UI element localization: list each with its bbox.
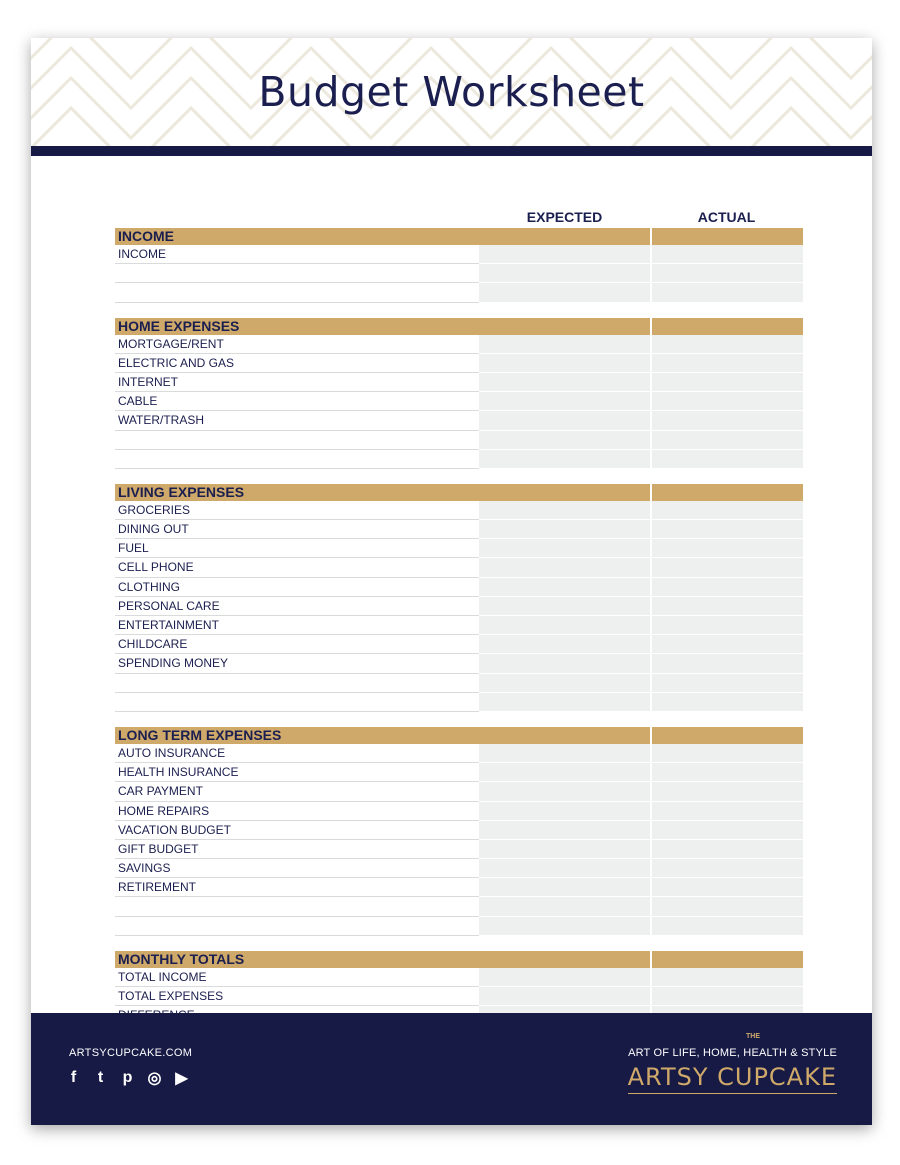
actual-cell[interactable] xyxy=(652,674,803,693)
table-row xyxy=(115,520,803,539)
site-url[interactable]: ARTSYCUPCAKE.COM xyxy=(69,1047,193,1059)
header-divider xyxy=(31,146,872,156)
table-row xyxy=(115,392,803,411)
table-row xyxy=(115,821,803,840)
brand-logo: ARTSY CUPCAKE xyxy=(628,1063,837,1094)
actual-header: ACTUAL xyxy=(697,209,756,225)
expected-cell[interactable] xyxy=(479,635,650,654)
pinterest-icon[interactable]: p xyxy=(122,1069,133,1086)
row-rule xyxy=(115,302,479,303)
actual-cell[interactable] xyxy=(652,968,803,987)
row-label: GROCERIES xyxy=(118,502,191,517)
row-label: RETIREMENT xyxy=(118,880,196,895)
table-row xyxy=(115,373,803,392)
expected-cell[interactable] xyxy=(479,539,650,558)
expected-cell[interactable] xyxy=(479,450,650,469)
section-gap xyxy=(115,469,803,484)
column-separator xyxy=(650,484,652,501)
table-row xyxy=(115,245,803,264)
table-row xyxy=(115,917,803,936)
section-title: INCOME xyxy=(118,228,174,244)
row-label: ENTERTAINMENT xyxy=(118,618,219,632)
row-label: INCOME xyxy=(118,247,166,261)
header xyxy=(31,38,872,146)
actual-cell[interactable] xyxy=(652,802,803,821)
row-label: HOME REPAIRS xyxy=(118,803,210,818)
section-header xyxy=(115,318,803,335)
row-label: CABLE xyxy=(118,394,158,409)
table-row xyxy=(115,539,803,558)
expected-cell[interactable] xyxy=(479,245,650,264)
table-row xyxy=(115,897,803,916)
brand-tagline: ART OF LIFE, HOME, HEALTH & STYLE xyxy=(628,1047,837,1059)
table-row xyxy=(115,283,803,302)
actual-cell[interactable] xyxy=(652,597,803,616)
actual-cell[interactable] xyxy=(652,335,803,354)
column-separator xyxy=(650,318,652,335)
table-row xyxy=(115,578,803,597)
row-label: AUTO INSURANCE xyxy=(118,745,226,760)
actual-cell[interactable] xyxy=(652,917,803,936)
section-title: MONTHLY TOTALS xyxy=(118,950,245,967)
expected-cell[interactable] xyxy=(479,283,650,302)
expected-cell[interactable] xyxy=(479,802,650,821)
actual-cell[interactable] xyxy=(652,744,803,763)
actual-cell[interactable] xyxy=(652,654,803,673)
social-links xyxy=(63,1068,192,1088)
worksheet-page xyxy=(31,38,872,1125)
section-gap xyxy=(115,303,803,318)
twitter-icon[interactable]: t xyxy=(97,1069,104,1086)
budget-table xyxy=(115,206,803,1025)
expected-cell[interactable] xyxy=(479,578,650,597)
page-title: Budget Worksheet xyxy=(258,68,645,116)
sections xyxy=(115,228,803,1025)
actual-cell[interactable] xyxy=(652,373,803,392)
actual-cell[interactable] xyxy=(652,821,803,840)
expected-cell[interactable] xyxy=(479,558,650,577)
actual-cell[interactable] xyxy=(652,539,803,558)
actual-cell[interactable] xyxy=(652,693,803,712)
actual-cell[interactable] xyxy=(652,616,803,635)
actual-cell[interactable] xyxy=(652,520,803,539)
row-label: TOTAL INCOME xyxy=(118,969,207,984)
row-label: CAR PAYMENT xyxy=(118,784,203,799)
actual-cell[interactable] xyxy=(652,264,803,283)
table-row xyxy=(115,354,803,373)
expected-cell[interactable] xyxy=(479,878,650,897)
table-row xyxy=(115,411,803,430)
youtube-icon[interactable]: ▶ xyxy=(175,1070,188,1087)
section-header xyxy=(115,951,803,968)
expected-cell[interactable] xyxy=(479,335,650,354)
row-rule xyxy=(115,468,479,469)
table-row xyxy=(115,693,803,712)
actual-cell[interactable] xyxy=(652,578,803,597)
expected-cell[interactable] xyxy=(479,392,650,411)
actual-cell[interactable] xyxy=(652,431,803,450)
expected-header: EXPECTED xyxy=(526,209,603,225)
table-row xyxy=(115,744,803,763)
table-row xyxy=(115,264,803,283)
expected-cell[interactable] xyxy=(479,821,650,840)
expected-cell[interactable] xyxy=(479,897,650,916)
row-rule xyxy=(115,711,479,712)
table-row xyxy=(115,558,803,577)
expected-cell[interactable] xyxy=(479,501,650,520)
row-label: WATER/TRASH xyxy=(118,413,204,428)
table-row xyxy=(115,968,803,987)
row-label: DINING OUT xyxy=(118,522,189,537)
actual-cell[interactable] xyxy=(652,245,803,264)
row-label: GIFT BUDGET xyxy=(118,841,199,856)
row-label: CHILDCARE xyxy=(118,637,188,652)
table-row xyxy=(115,763,803,782)
row-label: FUEL xyxy=(118,541,149,556)
actual-cell[interactable] xyxy=(652,878,803,897)
actual-cell[interactable] xyxy=(652,450,803,469)
instagram-icon[interactable]: ◎ xyxy=(147,1070,162,1087)
expected-cell[interactable] xyxy=(479,782,650,801)
expected-cell[interactable] xyxy=(479,987,650,1006)
column-separator xyxy=(650,228,652,245)
actual-cell[interactable] xyxy=(652,501,803,520)
expected-cell[interactable] xyxy=(479,354,650,373)
expected-cell[interactable] xyxy=(479,840,650,859)
expected-cell[interactable] xyxy=(479,859,650,878)
facebook-icon[interactable]: f xyxy=(70,1069,77,1086)
expected-cell[interactable] xyxy=(479,693,650,712)
row-label: MORTGAGE/RENT xyxy=(118,336,224,351)
expected-cell[interactable] xyxy=(479,373,650,392)
actual-cell[interactable] xyxy=(652,987,803,1006)
table-row xyxy=(115,802,803,821)
table-row xyxy=(115,335,803,354)
row-rule xyxy=(115,935,479,936)
row-label: SAVINGS xyxy=(118,861,171,876)
section-title: LIVING EXPENSES xyxy=(118,483,245,500)
row-label: VACATION BUDGET xyxy=(118,822,231,837)
table-row xyxy=(115,597,803,616)
actual-cell[interactable] xyxy=(652,558,803,577)
expected-cell[interactable] xyxy=(479,411,650,430)
brand-the: THE xyxy=(746,1033,760,1040)
expected-cell[interactable] xyxy=(479,520,650,539)
table-row xyxy=(115,674,803,693)
row-label: INTERNET xyxy=(118,374,178,389)
table-row xyxy=(115,859,803,878)
section-title: HOME EXPENSES xyxy=(118,317,240,334)
expected-cell[interactable] xyxy=(479,674,650,693)
row-label: PERSONAL CARE xyxy=(118,598,220,613)
actual-cell[interactable] xyxy=(652,859,803,878)
section-header xyxy=(115,228,803,245)
table-row xyxy=(115,450,803,469)
expected-cell[interactable] xyxy=(479,431,650,450)
row-label: SPENDING MONEY xyxy=(118,656,229,671)
column-headers xyxy=(115,206,803,228)
column-separator xyxy=(650,727,652,744)
expected-cell[interactable] xyxy=(479,597,650,616)
actual-cell[interactable] xyxy=(652,354,803,373)
table-row xyxy=(115,654,803,673)
section-gap xyxy=(115,936,803,951)
table-row xyxy=(115,987,803,1006)
section-header xyxy=(115,484,803,501)
expected-cell[interactable] xyxy=(479,744,650,763)
table-row xyxy=(115,635,803,654)
section-gap xyxy=(115,712,803,727)
column-separator xyxy=(650,951,652,968)
expected-cell[interactable] xyxy=(479,264,650,283)
table-row xyxy=(115,431,803,450)
row-label: ELECTRIC AND GAS xyxy=(118,355,235,370)
expected-cell[interactable] xyxy=(479,763,650,782)
row-label: CELL PHONE xyxy=(118,560,194,575)
actual-cell[interactable] xyxy=(652,840,803,859)
actual-cell[interactable] xyxy=(652,782,803,801)
actual-cell[interactable] xyxy=(652,411,803,430)
table-row xyxy=(115,878,803,897)
row-label: HEALTH INSURANCE xyxy=(118,765,239,780)
actual-cell[interactable] xyxy=(652,635,803,654)
actual-cell[interactable] xyxy=(652,392,803,411)
table-row xyxy=(115,501,803,520)
section-title: LONG TERM EXPENSES xyxy=(118,726,282,743)
expected-cell[interactable] xyxy=(479,654,650,673)
table-row xyxy=(115,616,803,635)
actual-cell[interactable] xyxy=(652,897,803,916)
footer xyxy=(31,1013,872,1125)
section-header xyxy=(115,727,803,744)
expected-cell[interactable] xyxy=(479,917,650,936)
table-row xyxy=(115,782,803,801)
actual-cell[interactable] xyxy=(652,283,803,302)
row-label: CLOTHING xyxy=(118,579,181,594)
actual-cell[interactable] xyxy=(652,763,803,782)
expected-cell[interactable] xyxy=(479,616,650,635)
expected-cell[interactable] xyxy=(479,968,650,987)
row-label: TOTAL EXPENSES xyxy=(118,989,224,1003)
table-row xyxy=(115,840,803,859)
